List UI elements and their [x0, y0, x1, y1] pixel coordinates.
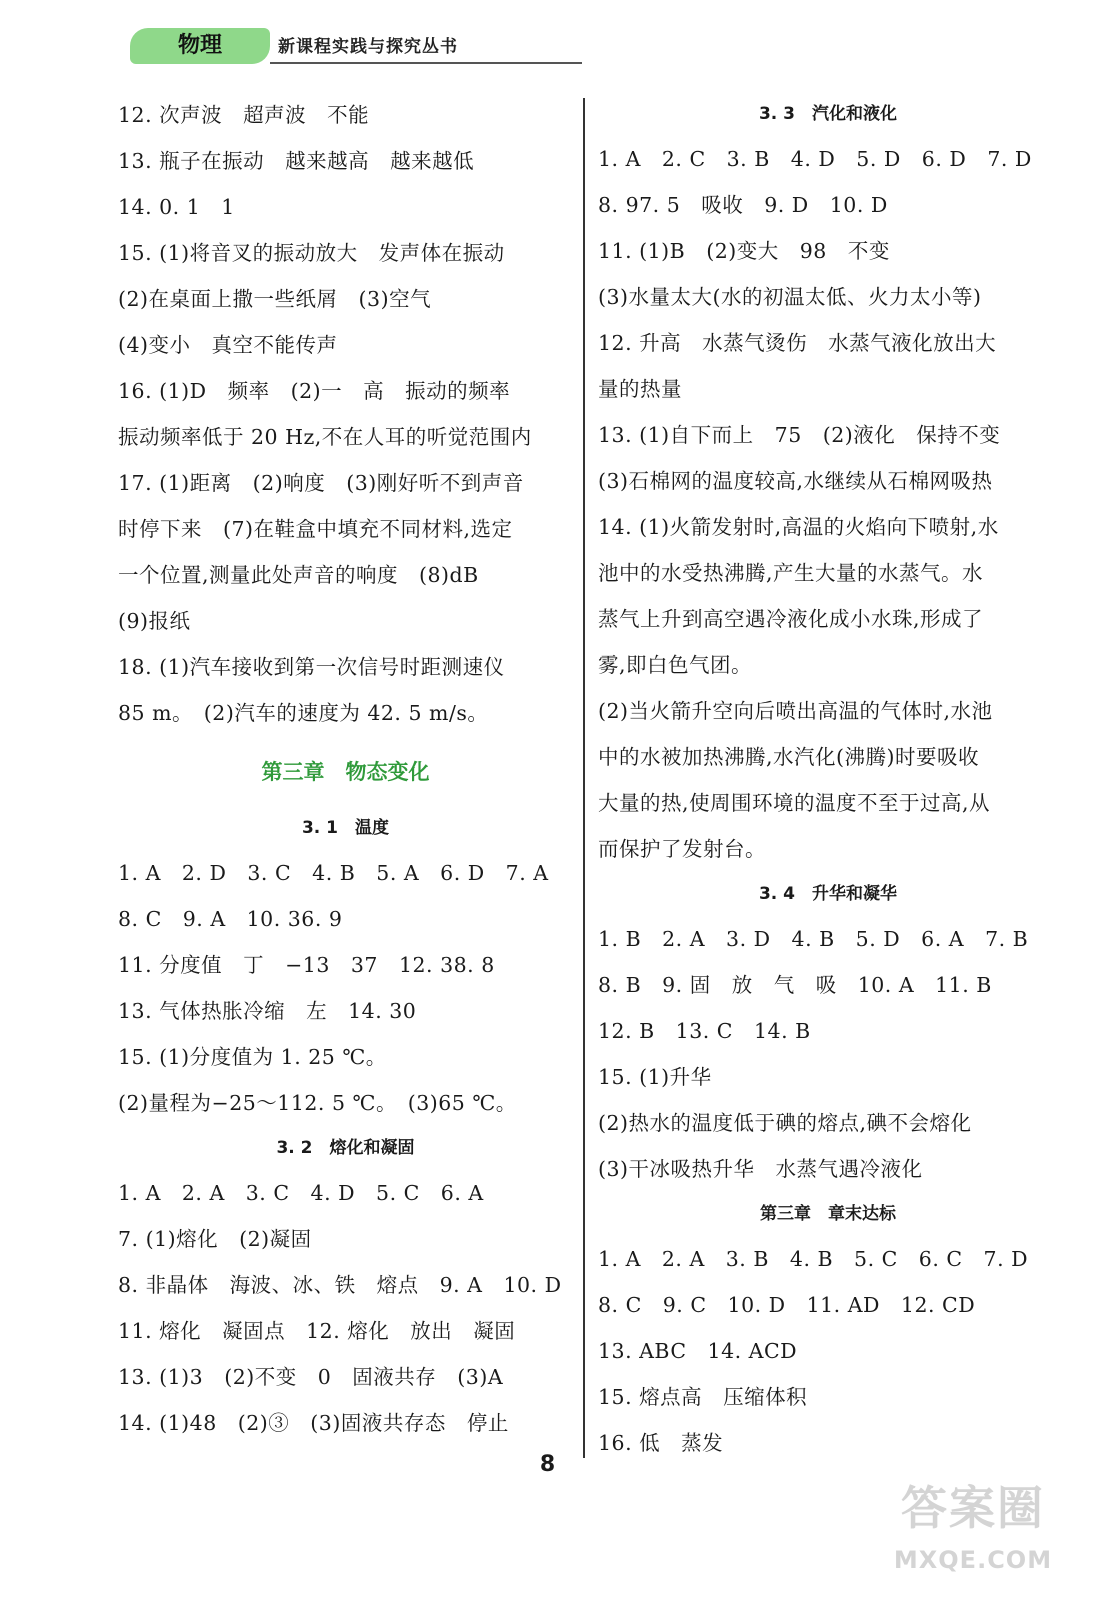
page-header — [130, 28, 460, 64]
answer-line: 14. (1)48 (2)③ (3)固液共存态 停止 — [118, 1411, 509, 1435]
answer-line: 13. (1)自下而上 75 (2)液化 保持不变 — [598, 423, 1001, 447]
section-title-3-1: 3. 1 温度 — [301, 818, 390, 838]
answer-line: 量的热量 — [598, 377, 682, 401]
answer-line: 16. (1)D 频率 (2)一 高 振动的频率 — [118, 379, 511, 403]
answer-line: 11. (1)B (2)变大 98 不变 — [598, 239, 890, 263]
column-divider — [583, 98, 585, 1458]
answer-line: 1. A 2. A 3. C 4. D 5. C 6. A — [118, 1181, 484, 1205]
answer-line: (2)当火箭升空向后喷出高温的气体时,水池 — [598, 699, 993, 723]
right-column — [598, 92, 1058, 1466]
answer-line: (3)干冰吸热升华 水蒸气遇冷液化 — [598, 1157, 923, 1181]
watermark-url: MXQE.COM — [893, 1546, 1053, 1574]
answer-line: 14. 0. 1 1 — [118, 195, 235, 219]
answer-line: 振动频率低于 20 Hz,不在人耳的听觉范围内 — [118, 425, 532, 449]
answer-line: 1. A 2. A 3. B 4. B 5. C 6. C 7. D — [598, 1247, 1029, 1271]
chapter-title: 第三章 物态变化 — [261, 760, 430, 784]
answer-line: 1. B 2. A 3. D 4. B 5. D 6. A 7. B — [598, 927, 1029, 951]
answer-line: 15. (1)分度值为 1. 25 ℃。 — [118, 1045, 387, 1069]
answer-line: 11. 分度值 丁 −13 37 12. 38. 8 — [118, 953, 495, 977]
answer-line: 15. (1)升华 — [598, 1065, 712, 1089]
answer-line: 8. B 9. 固 放 气 吸 10. A 11. B — [598, 973, 992, 997]
answer-line: 15. 熔点高 压缩体积 — [598, 1385, 808, 1409]
answer-line: (2)在桌面上撒一些纸屑 (3)空气 — [118, 287, 432, 311]
answer-line: 雾,即白色气团。 — [598, 653, 753, 677]
watermark-logo-text: 答案圈 — [901, 1481, 1045, 1535]
answer-line: 8. 97. 5 吸收 9. D 10. D — [598, 193, 888, 217]
answer-line: 一个位置,测量此处声音的响度 (8)dB — [118, 563, 479, 587]
answer-line: 8. C 9. A 10. 36. 9 — [118, 907, 343, 931]
answer-line: 时停下来 (7)在鞋盒中填充不同材料,选定 — [118, 517, 513, 541]
answer-line: 1. A 2. D 3. C 4. B 5. A 6. D 7. A — [118, 861, 549, 885]
answer-line: 12. B 13. C 14. B — [598, 1019, 811, 1043]
answer-line: 13. (1)3 (2)不变 0 固液共存 (3)A — [118, 1365, 504, 1389]
answer-line: 17. (1)距离 (2)响度 (3)刚好听不到声音 — [118, 471, 524, 495]
page-number: 8 — [539, 1452, 556, 1477]
answer-line: 11. 熔化 凝固点 12. 熔化 放出 凝固 — [118, 1319, 516, 1343]
answer-line: 8. 非晶体 海波、冰、铁 熔点 9. A 10. D — [118, 1273, 562, 1297]
answer-line: 8. C 9. C 10. D 11. AD 12. CD — [598, 1293, 976, 1317]
section-title-3-4: 3. 4 升华和凝华 — [758, 884, 898, 904]
answer-line: 大量的热,使周围环境的温度不至于过高,从 — [598, 791, 991, 815]
section-title-3-3: 3. 3 汽化和液化 — [758, 104, 898, 124]
answer-line: 18. (1)汽车接收到第一次信号时距测速仪 — [118, 655, 505, 679]
series-title: 新课程实践与探究丛书 — [278, 37, 458, 57]
answer-line: 13. ABC 14. ACD — [598, 1339, 798, 1363]
left-column — [118, 92, 573, 1446]
answer-line: (9)报纸 — [118, 609, 191, 633]
section-title-review: 第三章 章末达标 — [760, 1204, 896, 1224]
answer-line: 12. 次声波 超声波 不能 — [118, 103, 370, 127]
watermark-logo — [873, 1476, 1073, 1594]
answer-line: 7. (1)熔化 (2)凝固 — [118, 1227, 312, 1251]
answer-line: 15. (1)将音叉的振动放大 发声体在振动 — [118, 241, 505, 265]
answer-line: 而保护了发射台。 — [598, 837, 766, 861]
answer-line: (2)热水的温度低于碘的熔点,碘不会熔化 — [598, 1111, 972, 1135]
answer-line: 1. A 2. C 3. B 4. D 5. D 6. D 7. D — [598, 147, 1032, 171]
section-title-3-2: 3. 2 熔化和凝固 — [276, 1138, 415, 1158]
answer-line: 蒸气上升到高空遇冷液化成小水珠,形成了 — [598, 607, 984, 631]
answer-line: (3)石棉网的温度较高,水继续从石棉网吸热 — [598, 469, 993, 493]
answer-line: 14. (1)火箭发射时,高温的火焰向下喷射,水 — [598, 515, 999, 539]
answer-line: 85 m。 (2)汽车的速度为 42. 5 m/s。 — [118, 701, 489, 725]
answer-line: 16. 低 蒸发 — [598, 1431, 724, 1455]
answer-line: 13. 瓶子在振动 越来越高 越来越低 — [118, 149, 475, 173]
answer-line: 12. 升高 水蒸气烫伤 水蒸气液化放出大 — [598, 331, 997, 355]
subject-tab: 物理 — [130, 28, 270, 64]
answer-line: 中的水被加热沸腾,水汽化(沸腾)时要吸收 — [598, 745, 980, 769]
answer-line: (2)量程为−25～112. 5 ℃。 (3)65 ℃。 — [118, 1091, 517, 1115]
answer-line: (3)水量太大(水的初温太低、火力太小等) — [598, 285, 982, 309]
answer-line: 13. 气体热胀冷缩 左 14. 30 — [118, 999, 417, 1023]
header-rule — [270, 62, 582, 64]
answer-line: 池中的水受热沸腾,产生大量的水蒸气。水 — [598, 561, 984, 585]
answer-line: (4)变小 真空不能传声 — [118, 333, 338, 357]
